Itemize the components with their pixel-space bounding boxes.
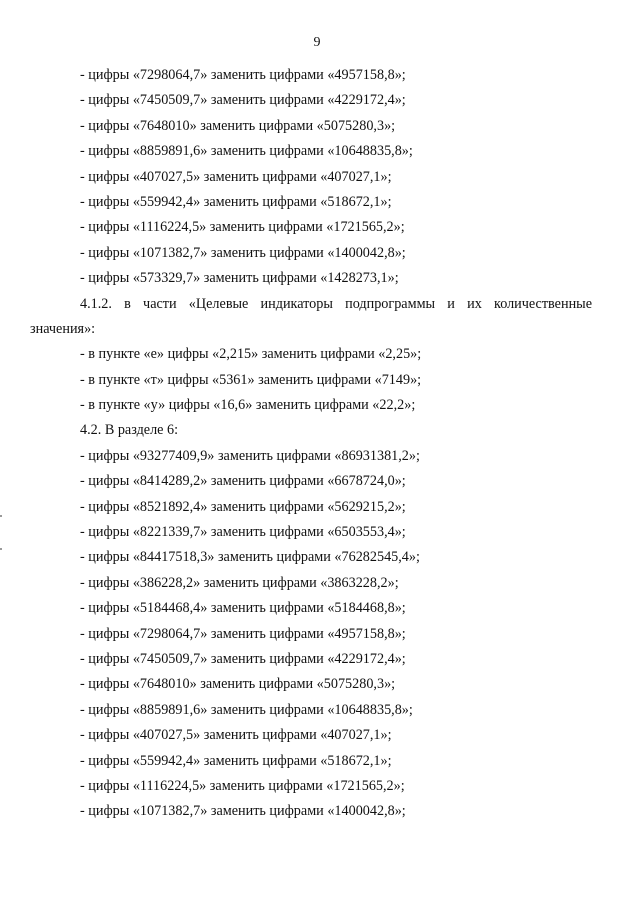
list-item: - цифры «5184468,4» заменить цифрами «5184468,8»; — [80, 600, 406, 617]
list-item: - цифры «8859891,6» заменить цифрами «10648835,8»; — [80, 143, 413, 160]
list-item: - цифры «7298064,7» заменить цифрами «4957158,8»; — [80, 625, 406, 642]
scan-mark — [0, 548, 2, 550]
list-item: - цифры «1116224,5» заменить цифрами «1721565,2»; — [80, 777, 405, 794]
list-item: - цифры «407027,5» заменить цифрами «407027,1»; — [80, 168, 392, 185]
list-item: - цифры «7298064,7» заменить цифрами «4957158,8»; — [80, 67, 406, 83]
list-item: - цифры «7648010» заменить цифрами «5075280,3»; — [80, 676, 396, 693]
list-item: - цифры «8859891,6» заменить цифрами «10648835,8»; — [80, 701, 413, 718]
list-item: - в пункте «т» цифры «5361» заменить цифрами «7149»; — [80, 371, 422, 388]
paragraph-line: значения»: — [30, 320, 96, 337]
list-item: - цифры «407027,5» заменить цифрами «407027,1»; — [80, 727, 392, 744]
list-item: - цифры «559942,4» заменить цифрами «518672,1»; — [80, 193, 392, 210]
list-item: - в пункте «у» цифры «16,6» заменить цифрами «22,2»; — [80, 397, 416, 414]
document-body — [30, 63, 592, 825]
paragraph-line: 4.1.2. в части «Целевые индикаторы подпрограммы и их количественные — [80, 295, 592, 312]
list-item: - цифры «8414289,2» заменить цифрами «6678724,0»; — [80, 473, 406, 490]
list-item: - цифры «1071382,7» заменить цифрами «1400042,8»; — [80, 803, 406, 820]
list-item: - цифры «8521892,4» заменить цифрами «5629215,2»; — [80, 498, 406, 515]
page-number: 9 — [313, 35, 321, 50]
list-item: - цифры «7648010» заменить цифрами «5075280,3»; — [80, 117, 396, 134]
list-item: - цифры «7450509,7» заменить цифрами «4229172,4»; — [80, 650, 406, 667]
list-item: - цифры «1071382,7» заменить цифрами «1400042,8»; — [80, 244, 406, 261]
list-item: - цифры «559942,4» заменить цифрами «518672,1»; — [80, 752, 392, 769]
scan-mark — [0, 515, 2, 517]
list-item: - цифры «7450509,7» заменить цифрами «4229172,4»; — [80, 92, 406, 109]
list-item: - цифры «386228,2» заменить цифрами «3863228,2»; — [80, 574, 399, 591]
list-item: - цифры «573329,7» заменить цифрами «1428273,1»; — [80, 270, 399, 287]
list-item: - в пункте «е» цифры «2,215» заменить цифрами «2,25»; — [80, 346, 422, 363]
list-item: - цифры «93277409,9» заменить цифрами «86931381,2»; — [80, 447, 420, 464]
list-item: - цифры «1116224,5» заменить цифрами «1721565,2»; — [80, 219, 405, 236]
list-item: - цифры «84417518,3» заменить цифрами «76282545,4»; — [80, 549, 420, 566]
list-item: - цифры «8221339,7» заменить цифрами «6503553,4»; — [80, 524, 406, 541]
list-item: 4.2. В разделе 6: — [80, 422, 179, 439]
